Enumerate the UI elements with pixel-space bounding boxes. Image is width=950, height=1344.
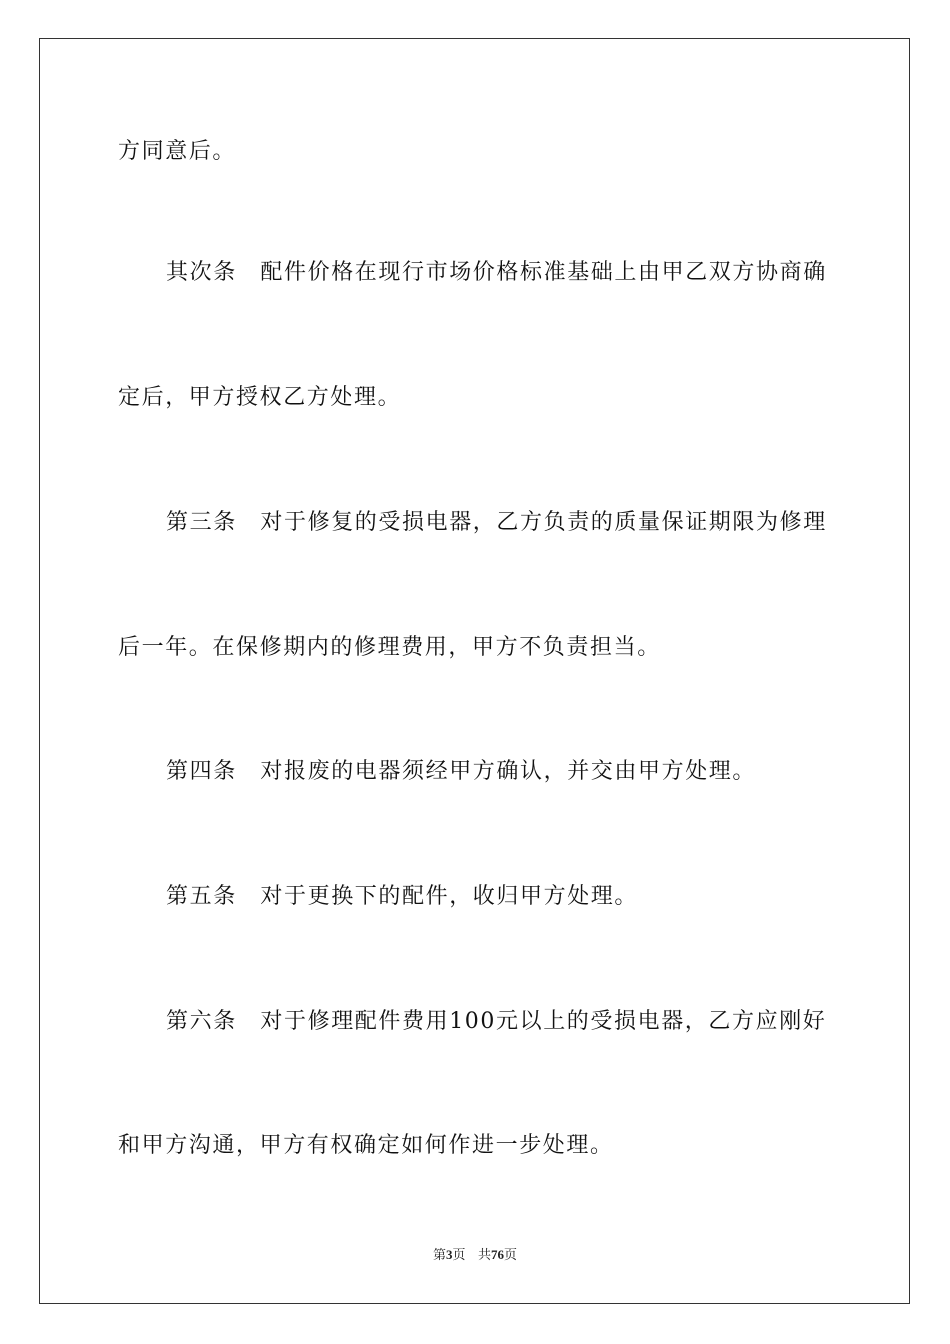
page-footer (0, 1246, 950, 1265)
paragraph-line: 第五条 对于更换下的配件，收归甲方处理。 (166, 884, 639, 909)
paragraph-line: 第四条 对报废的电器须经甲方确认，并交由甲方处理。 (166, 759, 757, 784)
page-suffix: 页 (452, 1248, 466, 1263)
paragraph-line: 方同意后。 (118, 139, 237, 164)
page-number: 3 (446, 1247, 453, 1262)
paragraph-line: 定后，甲方授权乙方处理。 (118, 385, 402, 410)
paragraph-line: 第三条 对于修复的受损电器，乙方负责的质量保证期限为修理 (166, 510, 827, 535)
total-suffix: 页 (503, 1248, 517, 1263)
total-prefix: 共 (477, 1248, 491, 1263)
page-prefix: 第 (433, 1248, 447, 1263)
total-pages: 76 (490, 1247, 504, 1262)
paragraph-line: 和甲方沟通，甲方有权确定如何作进一步处理。 (118, 1133, 614, 1158)
paragraph-line: 后一年。在保修期内的修理费用，甲方不负责担当。 (118, 635, 661, 660)
page-border (39, 38, 910, 1304)
paragraph-line: 其次条 配件价格在现行市场价格标准基础上由甲乙双方协商确 (166, 260, 827, 285)
paragraph-line: 第六条 对于修理配件费用100元以上的受损电器，乙方应刚好 (166, 1009, 827, 1034)
